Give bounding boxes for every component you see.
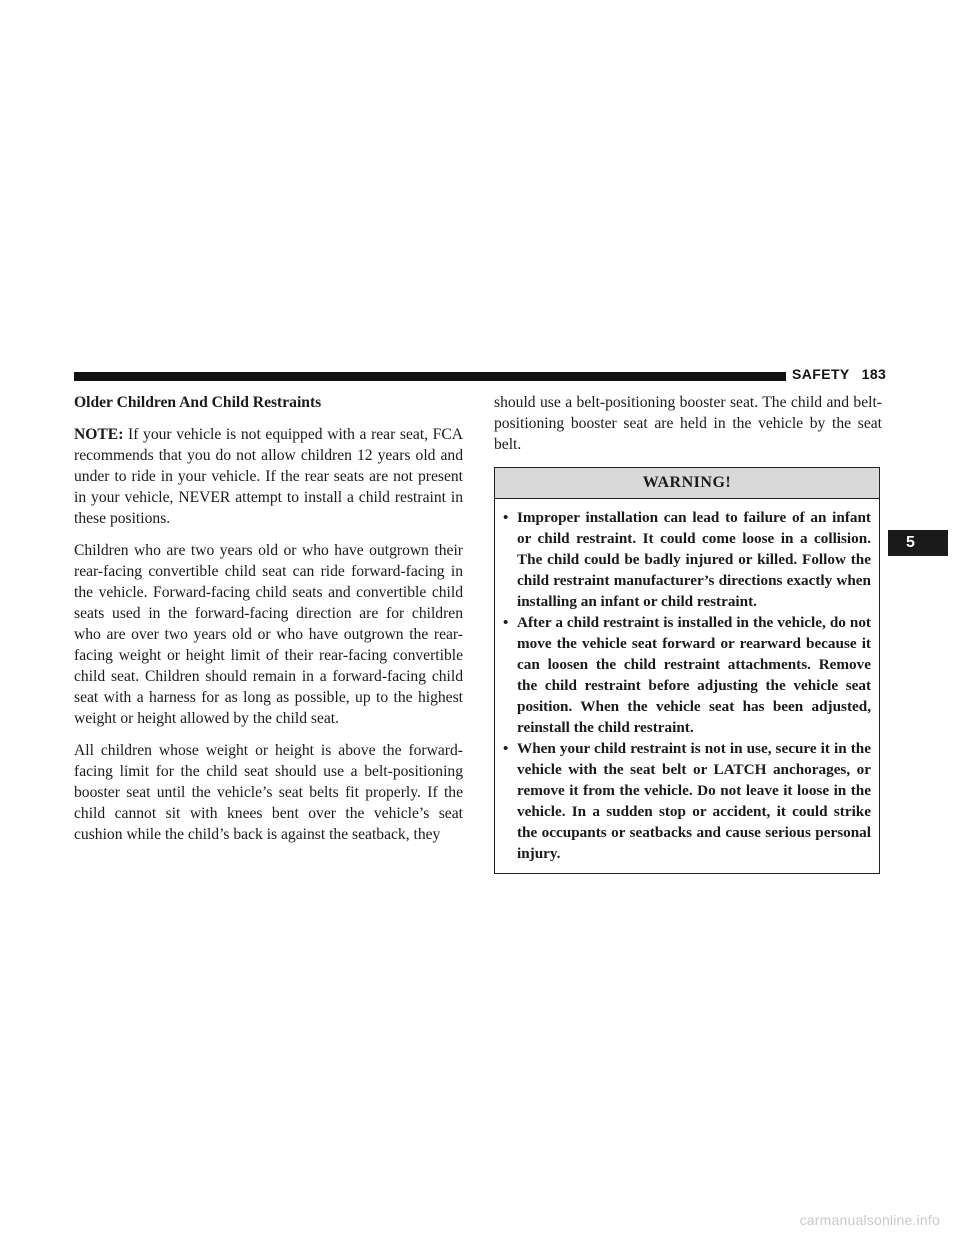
note-paragraph bbox=[74, 424, 463, 529]
bullet-icon: • bbox=[503, 509, 509, 526]
right-column bbox=[494, 392, 882, 874]
body-paragraph-3: All children whose weight or height is above the forward-facing limit for the child seat should use a belt-positioning booster seat until the vehicle’s seat belts fit properly. If the child cannot sit with knees bent over the vehicle’s seat cushion while the child’s back is against the seatback, they bbox=[74, 742, 463, 843]
warning-item bbox=[503, 612, 871, 738]
page-number: 183 bbox=[861, 366, 887, 382]
section-heading: Older Children And Child Restraints bbox=[74, 394, 322, 411]
header-section-title: SAFETY bbox=[792, 366, 850, 382]
warning-item bbox=[503, 738, 871, 864]
bullet-icon: • bbox=[503, 740, 509, 757]
left-column bbox=[74, 392, 463, 856]
bullet-icon: • bbox=[503, 614, 509, 631]
warning-item bbox=[503, 507, 871, 612]
warning-list bbox=[495, 499, 879, 873]
running-header bbox=[792, 366, 887, 382]
watermark: carmanualsonline.info bbox=[799, 1212, 940, 1228]
body-paragraph-2: Children who are two years old or who have outgrown their rear-facing convertible child seat can ride forward-facing in the vehicle. Forward-facing child seats and convertible child seats used in the forward-facing direction are for children who are over two years old or who have outgrown the rear-facing weight or height limit of their rear-facing convertible child seat. Children should remain in a forward-facing child seat with a harness for as long as possible, up to the highest weight or height allowed by the child seat. bbox=[74, 542, 463, 727]
warning-item-text: After a child restraint is installed in the vehicle, do not move the vehicle seat forward or rearward because it can loosen the child restraint attachments. Remove the child restraint before adjusting the vehicle seat position. When the vehicle seat has been adjusted, reinstall the child restraint. bbox=[517, 614, 871, 736]
note-label: NOTE: bbox=[74, 426, 124, 443]
header-rule bbox=[74, 372, 786, 381]
warning-box bbox=[494, 467, 880, 874]
body-paragraph-continued: should use a belt-positioning booster seat. The child and belt-positioning booster seat are held in the vehicle by the seat belt. bbox=[494, 394, 882, 453]
warning-item-text: Improper installation can lead to failure of an infant or child restraint. It could come loose in a collision. The child could be badly injured or killed. Follow the child restraint manufacturer’s directions exactly when installing an infant or child restraint. bbox=[517, 509, 871, 610]
chapter-tab: 5 bbox=[888, 530, 948, 556]
warning-item-text: When your child restraint is not in use, secure it in the vehicle with the seat belt or LATCH anchorages, or remove it from the vehicle. Do not leave it loose in the vehicle. In a sudden stop or accident, it could strike the occupants or seatbacks and cause serious personal injury. bbox=[517, 740, 871, 862]
note-text: If your vehicle is not equipped with a rear seat, FCA recommends that you do not allow children 12 years old and under to ride in your vehicle. If the rear seats are not present in your vehicle, NEVER attempt to install a child restraint in these positions. bbox=[74, 426, 464, 527]
warning-title: WARNING! bbox=[495, 468, 879, 499]
